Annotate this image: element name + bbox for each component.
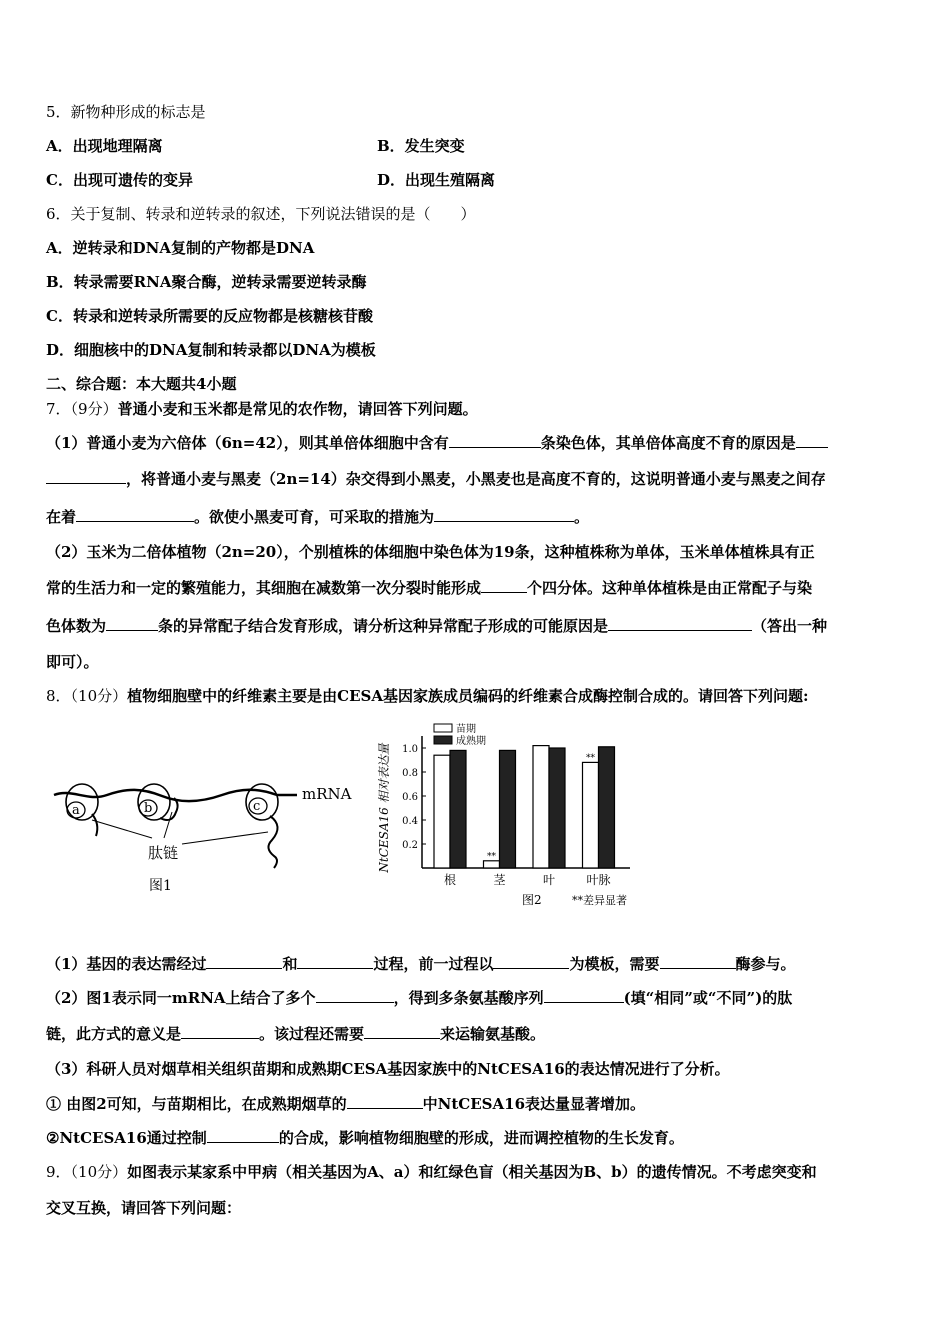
q8-p1-text: 过程，前一过程以 [373, 955, 494, 973]
q9-number: 9．（10分） [46, 1163, 128, 1181]
ribosome-a-label: a [72, 803, 80, 818]
bar-苗期-根 [434, 755, 450, 868]
q8-p1-text: 酶参与。 [735, 955, 796, 973]
q7-p2-text: 条的异常配子结合发育形成，请分析这种异常配子形成的可能原因是 [158, 617, 609, 635]
ribosome-c-label: c [253, 799, 261, 814]
legend-swatch [434, 736, 452, 744]
q7-p2-text: （答出一种 [752, 617, 828, 635]
q8-p3-text: ① 由图2可知，与苗期相比，在成熟期烟草的 [46, 1095, 347, 1113]
q8-p2-text: 。该过程还需要 [259, 1025, 365, 1043]
section-heading: 二、综合题：本大题共4小题 [46, 375, 237, 393]
answer-blank[interactable] [364, 1024, 440, 1039]
bar-成熟期-叶脉 [599, 747, 615, 868]
y-tick-label: 1.0 [402, 744, 418, 755]
y-tick-label: 0.8 [402, 768, 418, 779]
answer-blank[interactable] [608, 616, 752, 631]
ribosome-b-label: b [144, 801, 153, 816]
answer-blank[interactable] [660, 954, 736, 969]
q8-p3-text: ②NtCESA16通过控制 [46, 1129, 207, 1147]
mrna-label: mRNA [302, 785, 352, 803]
q8-p2-text: 来运输氨基酸。 [440, 1025, 546, 1043]
legend-swatch [434, 724, 452, 732]
q8-p2-text: (填“相同”或“不同”)的肽 [623, 989, 793, 1007]
q8-p2-text: 链，此方式的意义是 [46, 1025, 182, 1043]
q9-stem-cont: 交叉互换，请回答下列问题： [46, 1199, 242, 1217]
answer-blank[interactable] [206, 954, 282, 969]
peptide-chain-c [268, 816, 277, 868]
x-tick-label: 叶脉 [586, 873, 611, 887]
figure-2-bar-chart [370, 718, 640, 913]
x-tick-label: 茎 [493, 873, 506, 887]
q7-p2-text: 个四分体。这种单体植株是由正常配子与染 [527, 579, 813, 597]
figure-2-caption: 图2 [522, 893, 542, 907]
q7-p1-text: 。欲使小黑麦可育，可采取的措施为 [194, 508, 435, 526]
q7-p2-text: 常的生活力和一定的繁殖能力，其细胞在减数第一次分裂时能形成 [46, 579, 482, 597]
q8-p1-text: 为模板，需要 [569, 955, 660, 973]
y-tick-label: 0.2 [402, 840, 418, 851]
q8-p1-text: 和 [282, 955, 298, 973]
legend-label: 苗期 [456, 724, 476, 735]
q7-p1-text: ，将普通小麦与黑麦（2n=14）杂交得到小黑麦，小黑麦也是高度不育的，这说明普通小麦与黑麦之间存 [126, 470, 826, 488]
answer-blank[interactable] [106, 616, 158, 631]
bar-苗期-叶 [533, 746, 549, 868]
answer-blank[interactable] [76, 507, 194, 522]
figure-1-translation [52, 740, 362, 910]
answer-blank[interactable] [207, 1128, 279, 1143]
peptide-chain-a [92, 814, 97, 836]
q9-stem: 如图表示某家系中甲病（相关基因为A、a）和红绿色盲（相关基因为B、b）的遗传情况。不考虑突变和 [127, 1163, 817, 1181]
q7-number: 7．（9分） [46, 400, 118, 418]
q7-p1-text: 在着 [46, 508, 77, 526]
answer-blank[interactable] [449, 433, 541, 448]
peptide-chain-label: 肽链 [148, 844, 179, 862]
q8-number: 8．（10分） [46, 687, 128, 705]
q7-p2-text: （2）玉米为二倍体植物（2n=20），个别植株的体细胞中染色体为19条，这种植株称为单体，玉米单体植株具有正 [46, 543, 815, 561]
answer-blank[interactable] [481, 578, 527, 593]
q6-stem: 6．关于复制、转录和逆转录的叙述，下列说法错误的是（ ） [46, 205, 476, 223]
figure-1-caption: 图1 [149, 878, 172, 894]
answer-blank[interactable] [544, 988, 624, 1003]
q8-stem: 植物细胞壁中的纤维素主要是由CESA基因家族成员编码的纤维素合成酶控制合成的。请回答下列问题: [127, 687, 809, 705]
q8-p3-text: （3）科研人员对烟草相关组织苗期和成熟期CESA基因家族中的NtCESA16的表达情况进行了分析。 [46, 1060, 730, 1078]
q8-p2-text: ，得到多条氨基酸序列 [393, 989, 544, 1007]
answer-blank[interactable] [493, 954, 569, 969]
answer-blank[interactable] [796, 433, 828, 448]
answer-blank[interactable] [181, 1024, 259, 1039]
q7-p2-text: 色体数为 [46, 617, 107, 635]
q7-p1-text: 条染色体，其单倍体高度不育的原因是 [540, 434, 796, 452]
q8-p3-text: 的合成，影响植物细胞壁的形成，进而调控植物的生长发育。 [278, 1129, 684, 1147]
q5-option-a: A．出现地理隔离 [46, 137, 163, 155]
q5-stem: 5．新物种形成的标志是 [46, 103, 206, 121]
answer-blank[interactable] [46, 469, 126, 484]
y-axis-label: NtCESA16 相对表达量 [377, 743, 391, 873]
significance-mark: ** [586, 753, 595, 764]
q6-option-a: A．逆转录和DNA复制的产物都是DNA [46, 239, 315, 257]
y-tick-label: 0.4 [402, 816, 418, 827]
significance-note: **差异显著 [572, 894, 627, 907]
q8-p3-text: 中NtCESA16表达量显著增加。 [422, 1095, 646, 1113]
q6-option-b: B．转录需要RNA聚合酶，逆转录需要逆转录酶 [46, 273, 367, 291]
q8-p1-text: （1）基因的表达需经过 [46, 955, 207, 973]
bar-苗期-茎 [484, 861, 500, 868]
q6-option-d: D．细胞核中的DNA复制和转录都以DNA为模板 [46, 341, 376, 359]
q7-p2-text: 即可）。 [46, 653, 99, 671]
q7-stem: 普通小麦和玉米都是常见的农作物，请回答下列问题。 [117, 400, 478, 418]
y-tick-label: 0.6 [402, 792, 418, 803]
answer-blank[interactable] [316, 988, 394, 1003]
answer-blank[interactable] [434, 507, 574, 522]
x-tick-label: 根 [443, 873, 457, 887]
q5-option-c: C．出现可遗传的变异 [46, 171, 193, 189]
answer-blank[interactable] [347, 1094, 423, 1109]
q5-option-d: D．出现生殖隔离 [377, 171, 496, 189]
q6-option-c: C．转录和逆转录所需要的反应物都是核糖核苷酸 [46, 307, 373, 325]
q5-option-b: B．发生突变 [377, 137, 465, 155]
bar-成熟期-茎 [500, 750, 516, 868]
q8-p2-text: （2）图1表示同一mRNA上结合了多个 [46, 989, 316, 1007]
answer-blank[interactable] [297, 954, 373, 969]
bar-成熟期-叶 [549, 748, 565, 868]
bar-苗期-叶脉 [583, 762, 599, 868]
q7-p1-text: （1）普通小麦为六倍体（6n=42），则其单倍体细胞中含有 [46, 434, 449, 452]
q7-p1-text: 。 [574, 508, 590, 526]
significance-mark: ** [487, 851, 496, 862]
legend-label: 成熟期 [456, 736, 486, 747]
bar-成熟期-根 [450, 750, 466, 868]
x-tick-label: 叶 [542, 873, 556, 887]
